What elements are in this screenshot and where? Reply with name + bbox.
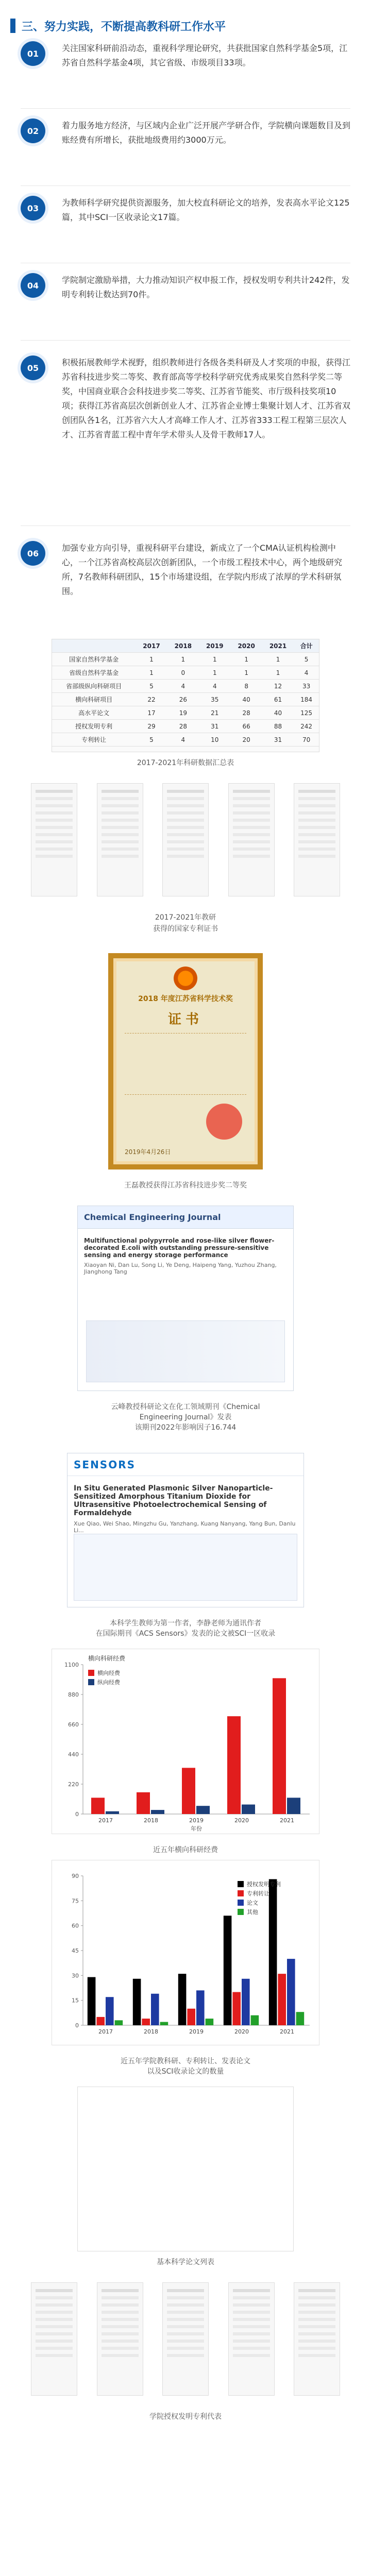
legend-label: 纵向经费 xyxy=(97,1679,120,1686)
table-cell: 4 xyxy=(294,666,319,680)
sensors-figure xyxy=(74,1534,297,1601)
table-cell: 31 xyxy=(262,733,294,747)
x-tick-label: 2021 xyxy=(280,1817,294,1824)
table-cell: 26 xyxy=(167,693,199,706)
table-cell: 19 xyxy=(167,706,199,720)
table-cell: 1 xyxy=(136,666,167,680)
item-03-text: 为教师科学研究提供资源服务，加大校直科研论文的培养，发表高水平论文125篇，其中SCI一区收录论文17篇。 xyxy=(62,198,350,222)
legend-label: 横向经费 xyxy=(97,1670,120,1676)
item-02 xyxy=(21,118,350,147)
legend-swatch xyxy=(238,1900,244,1906)
bar xyxy=(287,1959,295,2025)
bar xyxy=(88,1977,96,2025)
divider-04 xyxy=(21,340,350,341)
bar xyxy=(296,2012,305,2025)
patent-thumbnail xyxy=(294,2282,340,2396)
bar xyxy=(106,1997,114,2025)
certificate-caption: 王磊教授获得江苏省科技进步奖二等奖 xyxy=(124,1181,247,1190)
sensors-article xyxy=(67,1453,304,1607)
table-cell: 70 xyxy=(294,733,319,747)
legend-label: 其他 xyxy=(247,1909,258,1916)
x-tick-label: 2017 xyxy=(98,2028,113,2035)
badge-03: 03 xyxy=(21,196,45,221)
table-header-cell xyxy=(52,639,136,653)
legend-swatch xyxy=(238,1909,244,1915)
bar xyxy=(224,1916,232,2025)
item-02-text: 着力服务地方经济，与区域内企业广泛开展产学研合作，学院横向课题数目及到账经费有所增长，获批地级费用约3000万元。 xyxy=(62,121,351,145)
table-cell: 4 xyxy=(167,733,199,747)
table-cell: 33 xyxy=(294,680,319,693)
table-cell: 242 xyxy=(294,720,319,733)
x-axis-label: 年份 xyxy=(191,1825,202,1832)
patents-caption: 学院授权发明专利代表 xyxy=(149,2413,222,2421)
legend-title: 横向科研经费 xyxy=(88,1655,126,1662)
sensors-caption-line2: 在国际期刊《ACS Sensors》发表的论文被SCI一区收录 xyxy=(95,1630,276,1638)
certificate-title: 证书 xyxy=(167,1012,203,1027)
table-cell: 29 xyxy=(136,720,167,733)
item-06 xyxy=(21,541,350,599)
bar xyxy=(91,1798,105,1814)
table-cell: 8 xyxy=(230,680,262,693)
patents-chart xyxy=(52,1860,319,2045)
table-cell: 28 xyxy=(167,720,199,733)
x-tick-label: 2020 xyxy=(234,1817,249,1824)
table-cell: 1 xyxy=(199,653,230,666)
sensors-caption-line1: 本科学生教师为第一作者，李静老师为通讯作者 xyxy=(110,1619,261,1628)
article-caption-line2: Engineering Journal》发表 xyxy=(139,1413,232,1421)
item-04-text: 学院制定激励举措，大力推动知识产权申报工作，授权发明专利共计242件，发明专利转让数达到70件。 xyxy=(62,275,350,299)
papers-list-image xyxy=(77,2087,294,2251)
table-cell: 1 xyxy=(199,666,230,680)
table-cell: 1 xyxy=(167,653,199,666)
article-caption-line1: 云峰教授科研论文在化工领域期刊《Chemical xyxy=(111,1403,260,1411)
article-authors: Xiaoyan Ni, Dan Lu, Song Li, Ye Deng, Haipeng Yang, Yuzhou Zhang, Jianghong Tang xyxy=(84,1262,277,1275)
badge-04: 04 xyxy=(21,273,45,298)
section-title: 三、努力实践，不断提高教科研工作水平 xyxy=(22,20,226,33)
table-cell: 31 xyxy=(199,720,230,733)
y-tick-label: 30 xyxy=(72,1972,79,1979)
table-cell: 35 xyxy=(199,693,230,706)
table-header-cell: 2017 xyxy=(136,639,167,653)
bar xyxy=(182,1768,195,1814)
document-thumbnail xyxy=(162,783,209,896)
table-caption: 2017-2021年科研数据汇总表 xyxy=(137,759,234,767)
table-row xyxy=(52,706,319,720)
x-tick-label: 2018 xyxy=(144,2028,158,2035)
divider-01 xyxy=(21,108,350,109)
document-thumbnail xyxy=(228,783,275,896)
item-01 xyxy=(21,41,350,70)
bar xyxy=(160,2022,168,2025)
research-table xyxy=(52,639,319,752)
table-cell: 高水平论文 xyxy=(52,706,136,720)
table-header-cell: 2020 xyxy=(230,639,262,653)
table-header-cell: 合计 xyxy=(294,639,319,653)
table-cell: 0 xyxy=(167,666,199,680)
table-header-row xyxy=(52,639,319,653)
divider-02 xyxy=(21,185,350,186)
y-tick-label: 0 xyxy=(75,1811,79,1818)
table-cell: 20 xyxy=(230,733,262,747)
bar xyxy=(269,1879,277,2025)
x-tick-label: 2019 xyxy=(189,1817,204,1824)
bar xyxy=(251,2015,259,2025)
document-thumbnail xyxy=(294,783,340,896)
bar xyxy=(178,1974,187,2025)
y-tick-label: 0 xyxy=(75,2022,79,2029)
sensors-authors: Xue Qiao, Wei Shao, Mingzhu Gu, Yanzhang, Kuang Nanyang, Yang Bun, Danlu Li... xyxy=(74,1520,296,1534)
item-05 xyxy=(21,355,350,442)
table-header-cell: 2018 xyxy=(167,639,199,653)
patent-thumbnail xyxy=(31,2282,77,2396)
table-cell: 省级自然科学基金 xyxy=(52,666,136,680)
bar xyxy=(96,2017,105,2025)
legend-swatch xyxy=(238,1890,244,1896)
bar xyxy=(187,2009,195,2025)
y-tick-label: 660 xyxy=(68,1721,79,1728)
table-cell: 88 xyxy=(262,720,294,733)
table-cell: 授权发明专利 xyxy=(52,720,136,733)
table-cell: 61 xyxy=(262,693,294,706)
sensors-title: In Situ Generated Plasmonic Silver Nanoparticle-Sensitized Amorphous Titanium Dioxide for Ultrasensitive Photoelectrochemical Sensing of Formaldehyde xyxy=(74,1484,273,1517)
y-tick-label: 60 xyxy=(72,1922,79,1929)
x-tick-label: 2020 xyxy=(234,2028,249,2035)
article-caption-line3: 该期刊2022年影响因子16.744 xyxy=(134,1423,237,1432)
document-thumbnail xyxy=(97,783,143,896)
bar xyxy=(273,1678,286,1814)
bar xyxy=(242,1979,250,2025)
certificate-date: 2019年4月26日 xyxy=(125,1148,171,1156)
patent-thumbnail xyxy=(228,2282,275,2396)
table-cell: 40 xyxy=(262,706,294,720)
y-tick-label: 880 xyxy=(68,1691,79,1698)
section-header xyxy=(10,10,361,41)
documents-caption-1: 2017-2021年教研 xyxy=(155,913,216,922)
bar xyxy=(287,1798,300,1814)
badge-06: 06 xyxy=(21,541,45,566)
patents-chart-caption-line2: 以及SCI收录论文的数量 xyxy=(147,2067,224,2076)
section-accent-bar xyxy=(10,19,15,33)
table-row xyxy=(52,720,319,733)
table-row xyxy=(52,680,319,693)
bar xyxy=(196,1990,205,2025)
table-cell: 4 xyxy=(167,680,199,693)
table-cell: 66 xyxy=(230,720,262,733)
x-tick-label: 2017 xyxy=(98,1817,113,1824)
table-cell: 17 xyxy=(136,706,167,720)
bar xyxy=(151,1810,164,1814)
bar xyxy=(206,2019,214,2025)
table-cell: 专利转让 xyxy=(52,733,136,747)
x-tick-label: 2021 xyxy=(280,2028,294,2035)
patent-thumbnail xyxy=(162,2282,209,2396)
badge-05: 05 xyxy=(21,355,45,380)
table-cell: 21 xyxy=(199,706,230,720)
table-cell: 4 xyxy=(199,680,230,693)
legend-swatch xyxy=(88,1679,94,1685)
certificate-image xyxy=(108,953,263,1170)
article-figure xyxy=(86,1320,285,1382)
legend-label: 专利转让 xyxy=(247,1890,269,1897)
table-cell: 省部级纵向科研项目 xyxy=(52,680,136,693)
bar xyxy=(115,2020,123,2025)
bar xyxy=(278,1974,286,2025)
papers-list-caption: 基本科学论文列表 xyxy=(157,2258,214,2266)
table-cell: 12 xyxy=(262,680,294,693)
patent-thumbnail xyxy=(97,2282,143,2396)
x-tick-label: 2018 xyxy=(144,1817,158,1824)
y-tick-label: 220 xyxy=(68,1781,79,1788)
item-05-text: 积极拓展教师学术视野，组织教师进行各级各类科研及人才奖项的申报，获得江苏省科技进步奖二等奖、教育部高等学校科学研究优秀成果奖自然科学奖二等奖，中国商业联合会科技进步奖二等奖、江苏省节能奖、市厅级科技奖项10项；获得江苏省高层次创新创业人才、江苏省企业博士集聚计划人才、江苏省双创团队各1名，江苏省六大人才高峰工作人才、江苏省333工程工程第三层次人才、江苏省青蓝工程中青年学术带头人及骨干教师17人。 xyxy=(62,358,351,439)
article-title: Multifunctional polypyrrole and rose-like silver flower-decorated E.coli with outstanding pressure-sensitive sensing and energy storage performance xyxy=(84,1237,275,1259)
bar xyxy=(137,1792,150,1814)
y-tick-label: 440 xyxy=(68,1751,79,1758)
item-06-text: 加强专业方向引导，重视科研平台建设，新成立了一个CMA认证机构检测中心，一个江苏省高校高层次创新团队，一个市级工程技术中心，两个地级研究所，7名教师科研团队，15个市场建设组，在学院内形成了浓厚的学术科研氛围。 xyxy=(62,543,343,596)
bar xyxy=(151,1994,159,2025)
funding-chart xyxy=(52,1649,319,1834)
y-tick-label: 1100 xyxy=(64,1662,79,1668)
bar xyxy=(232,1992,241,2025)
y-tick-label: 15 xyxy=(72,1997,79,2004)
bar xyxy=(242,1805,255,1814)
badge-02: 02 xyxy=(21,118,45,143)
item-01-text: 关注国家科研前沿动态，重视科学理论研究，共获批国家自然科学基金5项，江苏省自然科学基金4项，其它省级、市级项目33项。 xyxy=(62,43,348,67)
documents-caption-2: 获得的国家专利证书 xyxy=(153,925,218,933)
sensors-brand: SENSORS xyxy=(74,1458,136,1471)
patents-chart-svg xyxy=(52,1860,320,2046)
table-cell: 28 xyxy=(230,706,262,720)
bar xyxy=(227,1716,241,1814)
table-cell: 5 xyxy=(294,653,319,666)
document-thumbnails xyxy=(31,783,340,907)
table-cell: 5 xyxy=(136,680,167,693)
x-tick-label: 2019 xyxy=(189,2028,204,2035)
legend-label: 授权发明专利 xyxy=(247,1881,281,1888)
table-cell: 184 xyxy=(294,693,319,706)
table-row xyxy=(52,666,319,680)
table-cell: 1 xyxy=(262,666,294,680)
table-cell: 横向科研项目 xyxy=(52,693,136,706)
funding-chart-caption: 近五年横向科研经费 xyxy=(153,1846,218,1854)
document-thumbnail xyxy=(31,783,77,896)
badge-01: 01 xyxy=(21,41,45,66)
bar xyxy=(142,2019,150,2025)
table-cell: 1 xyxy=(230,653,262,666)
bar xyxy=(133,1979,141,2025)
legend-swatch xyxy=(238,1881,244,1887)
table-row xyxy=(52,653,319,666)
journal-name: Chemical Engineering Journal xyxy=(78,1206,293,1229)
table-cell: 40 xyxy=(230,693,262,706)
patent-thumbnails xyxy=(31,2282,340,2406)
table-cell: 5 xyxy=(136,733,167,747)
patents-chart-caption-line1: 近五年学院教科研、专利转让、发表论文 xyxy=(121,2057,250,2065)
y-tick-label: 75 xyxy=(72,1897,79,1905)
award-name: 2018 年度江苏省科学技术奖 xyxy=(138,995,233,1003)
table-header-cell: 2021 xyxy=(262,639,294,653)
journal-article xyxy=(77,1206,294,1391)
table-cell: 22 xyxy=(136,693,167,706)
bar xyxy=(196,1806,210,1814)
table-cell: 1 xyxy=(262,653,294,666)
legend-swatch xyxy=(88,1670,94,1676)
certificate-body xyxy=(125,1033,246,1095)
table-row xyxy=(52,693,319,706)
y-tick-label: 90 xyxy=(72,1873,79,1879)
item-04 xyxy=(21,273,350,302)
research-data-table xyxy=(52,639,319,747)
table-cell: 125 xyxy=(294,706,319,720)
y-tick-label: 45 xyxy=(72,1947,79,1954)
table-cell: 1 xyxy=(136,653,167,666)
table-row xyxy=(52,733,319,747)
table-header-cell: 2019 xyxy=(199,639,230,653)
funding-chart-svg xyxy=(52,1649,320,1835)
legend-label: 论文 xyxy=(247,1900,258,1906)
bar xyxy=(106,1811,119,1814)
table-cell: 10 xyxy=(199,733,230,747)
award-crest-icon xyxy=(174,967,197,990)
table-cell: 国家自然科学基金 xyxy=(52,653,136,666)
seal-icon xyxy=(206,1104,242,1140)
item-03 xyxy=(21,196,350,225)
table-cell: 1 xyxy=(230,666,262,680)
